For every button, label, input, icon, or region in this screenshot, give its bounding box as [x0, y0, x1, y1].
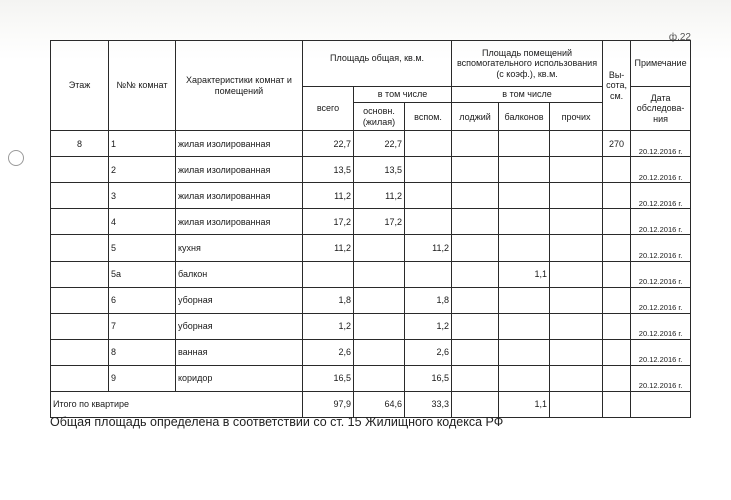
cell-date: 20.12.2016 г. — [631, 131, 691, 157]
cell-balcony — [499, 235, 550, 261]
header-floor: Этаж — [51, 41, 109, 131]
cell-floor — [51, 209, 109, 235]
cell-desc: уборная — [176, 287, 303, 313]
cell-loggia — [452, 235, 499, 261]
cell-total: 13,5 — [303, 157, 354, 183]
cell-height — [603, 183, 631, 209]
cell-date: 20.12.2016 г. — [631, 313, 691, 339]
cell-height — [603, 339, 631, 365]
cell-room: 8 — [109, 339, 176, 365]
cell-floor — [51, 339, 109, 365]
header-survey-date: Дата обследова-ния — [631, 87, 691, 131]
header-incl: в том числе — [354, 87, 452, 103]
header-note: Примечание — [631, 41, 691, 87]
cell-date: 20.12.2016 г. — [631, 235, 691, 261]
cell-balcony — [499, 209, 550, 235]
cell-total: 11,2 — [303, 235, 354, 261]
cell-floor: 8 — [51, 131, 109, 157]
table-row — [51, 209, 691, 235]
cell-desc: жилая изолированная — [176, 157, 303, 183]
cell-room: 1 — [109, 131, 176, 157]
cell-main: 22,7 — [354, 131, 405, 157]
cell-aux: 11,2 — [405, 235, 452, 261]
cell-total — [303, 261, 354, 287]
form-number: ф.22 — [668, 32, 691, 43]
rooms-area-table — [50, 40, 691, 418]
cell-desc: балкон — [176, 261, 303, 287]
cell-aux — [405, 131, 452, 157]
header-main-living: основн. (жилая) — [354, 103, 405, 131]
cell-height — [603, 235, 631, 261]
cell-date: 20.12.2016 г. — [631, 261, 691, 287]
cell-other — [550, 261, 603, 287]
cell-room: 5а — [109, 261, 176, 287]
cell-date: 20.12.2016 г. — [631, 157, 691, 183]
cell-aux: 1,2 — [405, 313, 452, 339]
totals-date — [631, 391, 691, 417]
cell-height — [603, 261, 631, 287]
cell-total: 2,6 — [303, 339, 354, 365]
totals-other — [550, 391, 603, 417]
footnote: Общая площадь определена в соответствии со ст. 15 Жилищного кодекса РФ — [50, 415, 504, 429]
table-row — [51, 313, 691, 339]
totals-aux: 33,3 — [405, 391, 452, 417]
cell-other — [550, 365, 603, 391]
cell-desc: ванная — [176, 339, 303, 365]
header-characteristics-text: Характеристики комнат и помещений — [186, 75, 292, 96]
cell-loggia — [452, 287, 499, 313]
cell-loggia — [452, 313, 499, 339]
cell-total: 22,7 — [303, 131, 354, 157]
cell-room: 9 — [109, 365, 176, 391]
cell-date: 20.12.2016 г. — [631, 183, 691, 209]
cell-balcony — [499, 183, 550, 209]
cell-balcony — [499, 313, 550, 339]
header-height: Вы-сота, см. — [603, 41, 631, 131]
cell-aux — [405, 157, 452, 183]
cell-floor — [51, 261, 109, 287]
cell-loggia — [452, 183, 499, 209]
cell-floor — [51, 365, 109, 391]
cell-other — [550, 235, 603, 261]
header-rooms: №№ комнат — [109, 41, 176, 131]
table-row — [51, 157, 691, 183]
cell-loggia — [452, 261, 499, 287]
cell-balcony — [499, 157, 550, 183]
header-row-1 — [51, 41, 691, 87]
table-row — [51, 287, 691, 313]
header-loggia: лоджий — [452, 103, 499, 131]
cell-floor — [51, 235, 109, 261]
cell-room: 4 — [109, 209, 176, 235]
totals-loggia — [452, 391, 499, 417]
cell-aux — [405, 261, 452, 287]
cell-desc: жилая изолированная — [176, 209, 303, 235]
totals-total: 97,9 — [303, 391, 354, 417]
cell-aux — [405, 209, 452, 235]
cell-loggia — [452, 157, 499, 183]
cell-total: 17,2 — [303, 209, 354, 235]
cell-floor — [51, 313, 109, 339]
cell-room: 7 — [109, 313, 176, 339]
cell-balcony — [499, 131, 550, 157]
totals-label: Итого по квартире — [51, 391, 303, 417]
cell-main — [354, 365, 405, 391]
cell-main: 17,2 — [354, 209, 405, 235]
totals-balcony: 1,1 — [499, 391, 550, 417]
cell-date: 20.12.2016 г. — [631, 287, 691, 313]
table-row — [51, 131, 691, 157]
cell-height — [603, 365, 631, 391]
cell-other — [550, 183, 603, 209]
totals-main: 64,6 — [354, 391, 405, 417]
table-row — [51, 183, 691, 209]
cell-height — [603, 157, 631, 183]
cell-floor — [51, 287, 109, 313]
cell-main — [354, 261, 405, 287]
cell-main — [354, 313, 405, 339]
cell-date: 20.12.2016 г. — [631, 339, 691, 365]
cell-total: 1,2 — [303, 313, 354, 339]
table-row — [51, 365, 691, 391]
cell-desc: коридор — [176, 365, 303, 391]
cell-main: 11,2 — [354, 183, 405, 209]
cell-balcony — [499, 287, 550, 313]
table-row — [51, 235, 691, 261]
table-row — [51, 339, 691, 365]
cell-total: 16,5 — [303, 365, 354, 391]
cell-room: 6 — [109, 287, 176, 313]
cell-height — [603, 313, 631, 339]
cell-loggia — [452, 365, 499, 391]
cell-loggia — [452, 339, 499, 365]
header-total-area: Площадь общая, кв.м. — [303, 41, 452, 87]
cell-main — [354, 235, 405, 261]
cell-total: 1,8 — [303, 287, 354, 313]
cell-desc: кухня — [176, 235, 303, 261]
cell-aux: 2,6 — [405, 339, 452, 365]
cell-aux — [405, 183, 452, 209]
cell-room: 3 — [109, 183, 176, 209]
cell-balcony — [499, 365, 550, 391]
header-aux-incl: в том числе — [452, 87, 603, 103]
cell-aux: 1,8 — [405, 287, 452, 313]
cell-room: 5 — [109, 235, 176, 261]
cell-desc: уборная — [176, 313, 303, 339]
cell-other — [550, 339, 603, 365]
cell-balcony: 1,1 — [499, 261, 550, 287]
header-balcony: балконов — [499, 103, 550, 131]
cell-floor — [51, 157, 109, 183]
cell-other — [550, 157, 603, 183]
cell-other — [550, 131, 603, 157]
cell-desc: жилая изолированная — [176, 131, 303, 157]
cell-loggia — [452, 209, 499, 235]
cell-balcony — [499, 339, 550, 365]
cell-height — [603, 287, 631, 313]
cell-other — [550, 287, 603, 313]
header-aux: вспом. — [405, 103, 452, 131]
cell-main: 13,5 — [354, 157, 405, 183]
table-row — [51, 261, 691, 287]
cell-main — [354, 287, 405, 313]
cell-loggia — [452, 131, 499, 157]
cell-floor — [51, 183, 109, 209]
cell-other — [550, 209, 603, 235]
header-total-all: всего — [303, 87, 354, 131]
cell-main — [354, 339, 405, 365]
cell-date: 20.12.2016 г. — [631, 365, 691, 391]
cell-date: 20.12.2016 г. — [631, 209, 691, 235]
cell-desc: жилая изолированная — [176, 183, 303, 209]
cell-total: 11,2 — [303, 183, 354, 209]
totals-height — [603, 391, 631, 417]
header-other: прочих — [550, 103, 603, 131]
cell-height — [603, 209, 631, 235]
cell-aux: 16,5 — [405, 365, 452, 391]
cell-room: 2 — [109, 157, 176, 183]
cell-other — [550, 313, 603, 339]
header-aux-area: Площадь помещений вспомогательного использования (с коэф.), кв.м. — [452, 41, 603, 87]
header-characteristics — [176, 41, 303, 131]
cell-height: 270 — [603, 131, 631, 157]
totals-row — [51, 391, 691, 417]
punch-hole-icon — [8, 150, 24, 166]
